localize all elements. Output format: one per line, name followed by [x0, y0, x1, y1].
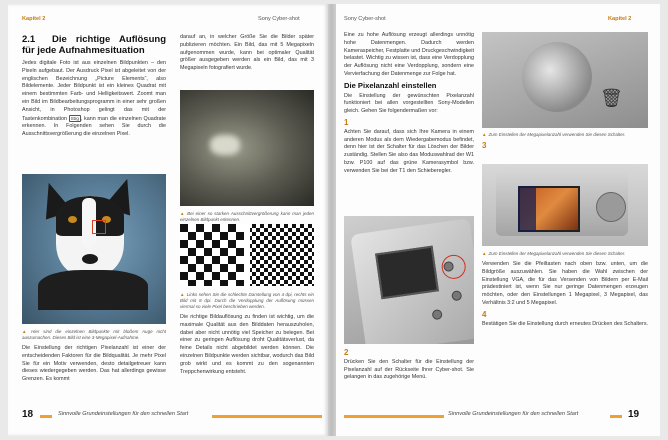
paragraph: Die Einstellung der richtigen Pixelanzahl ist einer der entscheidenden Faktoren für die Bildqualität. Je mehr Pixel Sie für ein Motiv verwenden, desto detailgetreuer kann dieses wiedergegeben werden. Das hat allerdings gewisse Grenzen. Es kommt: [22, 345, 166, 383]
checkerboard-graphic: [180, 224, 314, 286]
highlight-circle: [440, 253, 467, 280]
caption-arrow-icon: ▲: [482, 251, 487, 256]
subheading: Die Pixelanzahl einstellen: [344, 80, 437, 90]
book-title-header: Sony Cyber-shot: [258, 16, 300, 22]
control-pad: [596, 192, 626, 222]
paragraph: Verwenden Sie die Pfeiltasten nach oben bzw. unten, um die Bildgröße auszuwählen. Sie haben die Wahl zwischen der Einstellung VGA, die für das Versenden von Bildern per E-Mail prädestiniert ist, wenn Sie nur geringe Datenmengen erzeugen möchten, oder den Einstellungen 1 Megapixel, 3 Megapixel, das Verhältnis 3:2 und 5 Megapixel.: [482, 261, 648, 306]
step-number: 3: [482, 141, 487, 150]
camera-dial: [522, 42, 592, 112]
left-footer: [22, 410, 322, 422]
chapter-header: Kapitel 2: [22, 16, 46, 22]
camera-button-closeup: [482, 32, 648, 128]
caption-arrow-icon: ▲: [22, 329, 30, 334]
left-column-1: [22, 34, 166, 142]
checkerboard-low-res: [180, 224, 244, 286]
blurred-detail: [210, 135, 240, 155]
camera-button: [451, 290, 462, 301]
right-column-1: [344, 32, 474, 179]
paragraph-text: Jedes digitale Foto ist aus einzelnen Bildpunkten – den Pixeln aufgebaut. Der Ausdruck Pixel ist abgeleitet von der englischen Bezeichnung „Picture Elements“, also Bildelemente. Jeder Bildpunkt ist ein kleines Quadrat mit einem bestimmten Farb- und Helligkeitswert. Zoomt man ein Bild im Bildbearbeitungsprogramm in einer sehr großen Ansicht, in Photoshop gelingt das mit der Tastenkombination: [22, 60, 166, 122]
caption-arrow-icon: ▲: [180, 292, 185, 297]
paragraph: Die richtige Bildauflösung zu finden ist wichtig, um die maximale Qualität aus den Bilddaten herauszuholen, dabei aber nicht unnötig viel Speicher zu belegen. Bei einer zu geringen Auflösung droht Qualitätsverlust, da feine Details nicht abgebildet werden können. Die einzelnen Bildpunkte werden sichtbar, wodurch das Bild grob wirkt und es kommt zu den sogenannten Treppchenwirkung entsteht.: [180, 314, 314, 375]
footer-bar: [344, 415, 444, 418]
zoom-selection-box: [92, 220, 106, 234]
section-number: 2.1: [22, 34, 36, 45]
pixel-zoom-photo: [180, 90, 314, 206]
caption-button-wrap: [482, 130, 648, 152]
footer-bar: [212, 415, 322, 418]
left-column-1-bottom: [22, 327, 166, 387]
paragraph-text: , kann man die einzelnen Quadrate erkennen. In Folgenden sehen Sie durch die Ausschnittsvergrößerung die einzelnen Pixel.: [22, 115, 166, 138]
chapter-header: Kapitel 2: [608, 16, 632, 22]
caption-menu: [482, 251, 648, 257]
caption-arrow-icon: ▲: [482, 132, 487, 137]
camera-screen: [375, 246, 439, 300]
dog-eye: [68, 216, 77, 223]
dog-body: [38, 270, 148, 310]
camera-menu-photo: [482, 164, 648, 246]
step-text: Achten Sie darauf, dass sich Ihre Kamera in einem anderen Modus als dem Wiedergabemodus befindet, denn hier ist der Schalter für das Löschen der Bilder zuständig. Stellen Sie also das Moduswahlrad der W1 bzw. P100 auf das grüne Kamerasymbol bzw. verwenden Sie bei der T1 den Schieberegler.: [344, 128, 474, 174]
footer-text: Sinnvolle Grundeinstellungen für den schnellen Start: [58, 411, 189, 417]
caption-pixel-zoom: [180, 211, 314, 223]
section-title: Die richtige Auflösung für jede Aufnahmesituation: [22, 34, 166, 56]
left-column-2: [180, 34, 314, 76]
keyboard-key: Strg: [70, 115, 79, 121]
camera-back-photo: [344, 216, 474, 344]
checkerboard-comparison: [180, 224, 314, 286]
camera-button: [432, 309, 443, 320]
paragraph: Die Einstellung der gewünschten Pixelanzahl funktioniert bei allen vorgestellten Sony-Modellen gleich. Gehen Sie folgendermaßen vor:: [344, 92, 474, 115]
left-page: [8, 4, 328, 436]
right-footer: [344, 410, 650, 422]
camera-body: [350, 218, 474, 344]
checkerboard-high-res: [250, 224, 314, 286]
dog-nose: [82, 254, 98, 264]
caption-text: Bei einer so starken Ausschnittvergrößerung kann man jeden einzelnen Bildpunkt erkennen.: [180, 211, 314, 222]
right-column-1-bottom: [344, 347, 474, 385]
book-title-header: Sony Cyber-shot: [344, 16, 386, 22]
footer-text: Sinnvolle Grundeinstellungen für den schnellen Start: [448, 411, 579, 417]
footer-bar: [40, 415, 52, 418]
paragraph: darauf an, in welcher Größe Sie die Bilder später publizieren möchten. Ein Bild, das mit 5 Megapixeln aufgenommen wurde, kann bei optimaler Qualität größer ausgegeben werden als ein Bild, das mit 3 Megapixeln fotografiert wurde.: [180, 34, 314, 72]
camera-body: [496, 172, 628, 236]
step-number: 2: [344, 348, 349, 357]
resolution-menu: [518, 186, 536, 232]
caption-arrow-icon: ▲: [180, 211, 186, 216]
section-heading: [22, 34, 166, 56]
right-column-2: [482, 249, 648, 331]
paragraph: Eine zu hohe Auflösung erzeugt allerdings unnötig hohe Datenmengen. Dadurch werden Kameraspeicher, Festplatte und Druckgeschwindigkeit belastet. Wichtig zu wissen ist, dass eine Verdopplung der Auflösung nicht eine Verdopplung, sondern eine Vervierfachung der Datenmenge zur Folge hat.: [344, 32, 474, 77]
caption-dog-photo: [22, 329, 166, 341]
paragraph: [22, 60, 166, 139]
step-text: Bestätigen Sie die Einstellung durch erneutes Drücken des Schalters.: [482, 320, 649, 327]
step-number: 1: [344, 117, 349, 127]
left-column-2-bottom: [180, 290, 314, 379]
caption-button: [482, 132, 648, 138]
caption-text: Hier sind die einzelnen Bildpunkte mit bloßem Auge nicht auszumachen. Dieses Bild ist eine 3-Megapixel-Aufnahme.: [22, 329, 166, 340]
caption-text: Zum Einstellen der Megapixelanzahl verwenden Sie diesen Schalter.: [488, 132, 626, 137]
trash-icon: 🗑: [600, 88, 623, 108]
footer-bar: [610, 415, 622, 418]
right-page: [336, 4, 660, 436]
caption-checkerboard: [180, 292, 314, 310]
dog-photo: [22, 174, 166, 324]
caption-text: Links sehen Sie die schlechte Darstellung von 4 dpi, rechts ein Bild mit 8 dpi. Durch die Verdopplung der Auflösung müssen viermal so viele Pixel beschrieben werden.: [180, 292, 314, 309]
step-text: Drücken Sie den Schalter für die Einstellung der Pixelanzahl auf der Rückseite Ihrer Cyber-shot. Sie gelangen in das zugehörige Menü.: [344, 358, 474, 381]
page-number: 18: [22, 409, 34, 420]
step-number: 4: [482, 309, 487, 319]
caption-text: Zum Einstellen der Megapixelanzahl verwenden Sie diesen Schalter.: [488, 251, 626, 256]
page-number: 19: [628, 409, 640, 420]
